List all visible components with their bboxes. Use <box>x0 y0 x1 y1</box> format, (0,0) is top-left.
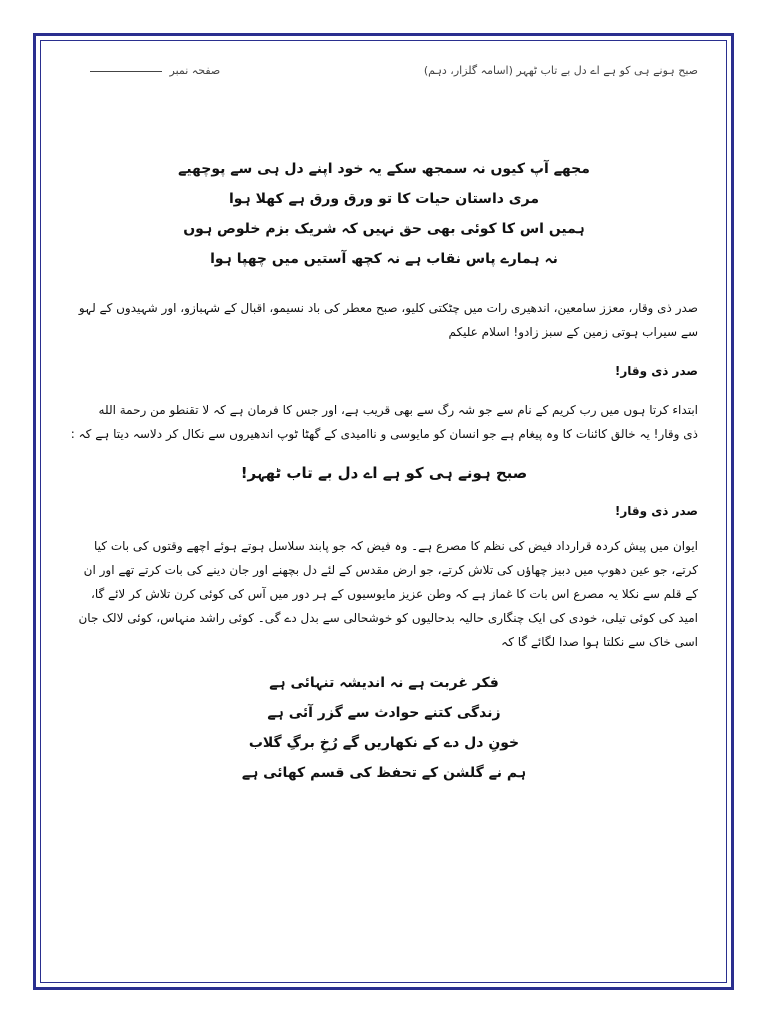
poem-line: مری داستان حیات کا تو ورق ورق ہے کھلا ہوا <box>228 191 540 207</box>
closing-poem <box>70 668 698 788</box>
document-page <box>70 58 698 958</box>
poem-line: خونِ دل دے کے نکھاریں گے رُخِ برگِ گلاب <box>248 735 520 751</box>
message-paragraph: ذی وقار! یہ خالق کائنات کا وہ پیغام ہے جو انسان کو مایوسی و ناامیدی کے گھٹا ٹوپ اندھیروں سے نکال کر دلاسہ دیتا ہے کہ : <box>70 427 698 441</box>
greeting-paragraph: صدر ذی وقار، معزز سامعین، اندھیری رات میں چٹکتی کلیو، صبح معطر کی باد نسیمو، اقبال کے شہبازو، اور شہیدوں کے لہو سے سیراب ہوتی زمین کے سبز زادو! اسلام علیکم <box>78 301 698 339</box>
page-number-blank-line <box>90 71 162 72</box>
poem-line: نہ ہمارے پاس نقاب ہے نہ کچھ آستیں میں چھپا ہوا <box>210 251 558 267</box>
page-header <box>70 58 698 82</box>
poem-line: ہمیں اس کا کوئی بھی حق نہیں کہ شریک بزم خلوص ہوں <box>183 221 585 237</box>
opening-paragraph: ابتداء کرتا ہوں میں رب کریم کے نام سے جو شہ رگ سے بھی قریب ہے، اور جس کا فرمان ہے کہ لا تقنطو من رحمة الله <box>98 403 698 417</box>
poem-line: زندگی کتنے حوادث سے گزر آئی ہے <box>267 705 501 721</box>
theme-quote: صبح ہونے ہی کو ہے اے دل بے تاب ٹھہر! <box>240 464 528 482</box>
body-paragraph: ایوان میں پیش کردہ قرارداد فیض کی نظم کا مصرع ہے۔ وہ فیض کہ جو پابند سلاسل ہوتے ہوئے اچھے وقتوں کی بات کیا کرتے، جو عین دھوپ میں دبیز چھاؤں کی تلاش کرتے، جو ارض مقدس کے لئے دل بچھنے اور جان دینے کی بات کرتے تھے اور ان کے قلم سے نکلا یہ مصرع اس بات کا غماز ہے کہ وطن عزیز مایوسیوں کے ہر دور میں آس کی کوئی کرن تلاش کر لائے گا، امید کی کوئی تیلی، خودی کی ایک چنگاری حالیہ بدحالیوں کو خوشحالی سے بدل دے گی۔ کوئی راشد منہاس، کوئی لالک جان اسی خاک سے نکلتا ہوا صدا لگائے گا کہ <box>78 539 698 649</box>
header-page-number <box>90 64 220 77</box>
address-heading: صدر ذی وقار! <box>614 364 698 378</box>
address-heading: صدر ذی وقار! <box>614 504 698 518</box>
poem-line: مجھے آپ کیوں نہ سمجھ سکے یہ خود اپنے دل ہی سے پوچھیے <box>178 161 590 177</box>
opening-poem <box>70 154 698 274</box>
poem-line: ہم نے گلشن کے تحفظ کی قسم کھائی ہے <box>241 765 527 781</box>
header-title: صبح ہونے ہی کو ہے اے دل بے تاب ٹھہر (اسامہ گلزار، دہم) <box>423 64 698 77</box>
poem-line: فکر غربت ہے نہ اندیشہ تنہائی ہے <box>269 675 499 691</box>
page-number-label: صفحہ نمبر <box>169 64 221 77</box>
